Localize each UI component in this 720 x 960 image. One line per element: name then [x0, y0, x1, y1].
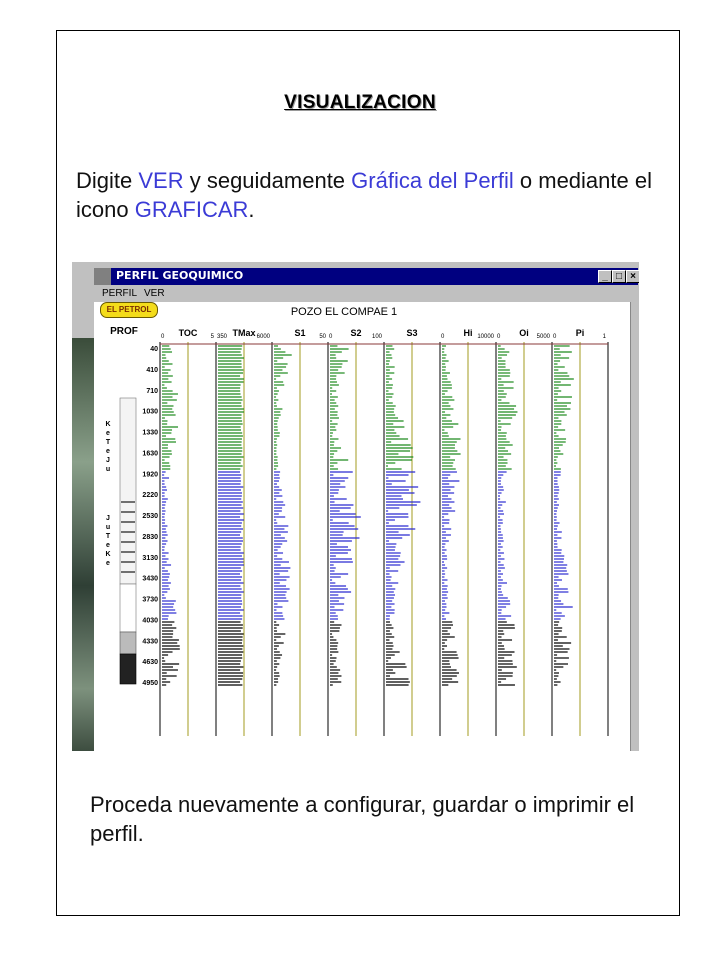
chart-title: POZO EL COMPAE 1: [290, 306, 398, 318]
instruction-text-3: o mediante el icono: [76, 168, 652, 222]
keyword-graficar: GRAFICAR: [134, 197, 249, 222]
lithology-letter: e: [106, 560, 110, 567]
depth-label: 4330: [142, 638, 158, 646]
track-scale-start: 0: [553, 334, 557, 340]
lithology-column-upper: [120, 398, 136, 584]
track-scale-start: 0: [441, 334, 445, 340]
depth-label: 1030: [142, 408, 158, 416]
menu-ver[interactable]: VER: [144, 288, 165, 299]
instruction-text-2: y seguidamente: [183, 168, 352, 193]
track-scale-start: 350: [217, 334, 228, 340]
track-label-s2: S2: [350, 328, 362, 338]
window-titlebar[interactable]: [94, 268, 638, 285]
app-window-screenshot: [72, 262, 639, 751]
footer-text: Proceda nuevamente a configurar, guardar o imprimir el perfil.: [90, 792, 635, 846]
depth-label: 2830: [142, 533, 158, 541]
depth-label: 1630: [142, 450, 158, 458]
track-scale-start: 0: [329, 334, 333, 340]
depth-label: 3730: [142, 596, 158, 604]
depth-label: 1330: [142, 429, 158, 437]
vertical-scrollbar[interactable]: [630, 302, 639, 751]
lithology-letter: e: [106, 430, 110, 437]
track-label-oi: Oi: [519, 328, 529, 338]
menu-perfil[interactable]: PERFIL: [102, 288, 138, 299]
app-icon[interactable]: [94, 268, 111, 285]
instruction-text: [76, 166, 666, 224]
track-label-tmax: TMax: [232, 328, 256, 338]
instruction-text-1: Digite: [76, 168, 139, 193]
lithology-letter: J: [106, 457, 110, 464]
instruction-text-4: .: [248, 197, 255, 222]
depth-axis-label: PROF: [110, 326, 138, 337]
close-button[interactable]: ×: [626, 270, 639, 283]
depth-label: 4630: [142, 659, 158, 667]
keyword-grafica-perfil: Gráfica del Perfil: [351, 168, 514, 193]
depth-label: 1920: [142, 471, 158, 479]
depth-label: 2220: [142, 492, 158, 500]
lithology-letter: e: [106, 448, 110, 455]
depth-label: 4950: [142, 680, 158, 687]
lithology-letter: K: [105, 421, 111, 428]
lithology-letter: T: [105, 439, 111, 446]
track-scale-end: 6000: [256, 334, 270, 340]
depth-label: 3130: [142, 554, 158, 562]
track-scale-end: 1: [602, 334, 606, 340]
depth-label: 4030: [142, 617, 158, 625]
plot-area: [94, 302, 630, 751]
track-scale-end: 100: [371, 334, 382, 340]
keyword-ver: VER: [138, 168, 184, 193]
track-label-s1: S1: [294, 328, 306, 338]
lithology-column-limestone: [120, 632, 136, 654]
lithology-letter: e: [106, 542, 110, 549]
track-label-s3: S3: [406, 328, 418, 338]
window-title: PERFIL GEOQUIMICO: [116, 269, 244, 282]
lithology-letter: u: [105, 466, 111, 473]
track-scale-end: 5000: [536, 334, 550, 340]
track-scale-end: 5: [210, 334, 214, 340]
sidebar-background: [72, 338, 94, 751]
lithology-letter: K: [105, 551, 111, 558]
track-label-toc: TOC: [178, 328, 198, 338]
track-scale-end: 50: [319, 334, 326, 340]
track-label-pi: Pi: [575, 328, 585, 338]
graficar-icon[interactable]: EL PETROL: [100, 302, 158, 318]
lithology-column-shale: [120, 654, 136, 684]
minimize-button[interactable]: _: [598, 270, 612, 283]
lithology-letter: u: [105, 524, 111, 531]
depth-label: 3430: [142, 575, 158, 583]
depth-label: 2530: [142, 513, 158, 520]
lithology-letter: T: [105, 533, 111, 540]
depth-label: 410: [146, 366, 158, 374]
menu-bar: [94, 287, 638, 301]
maximize-button[interactable]: □: [612, 270, 626, 283]
geochemical-profile-chart: [94, 302, 630, 751]
depth-label: 710: [146, 387, 158, 395]
track-label-hi: Hi: [463, 328, 473, 338]
track-scale-end: 10000: [477, 334, 494, 340]
track-scale-start: 0: [497, 334, 501, 340]
lithology-letter: J: [106, 515, 110, 522]
track-scale-start: 0: [161, 334, 165, 340]
page-title: VISUALIZACION: [284, 92, 436, 113]
lithology-column-middle: [120, 584, 136, 632]
depth-label: 40: [150, 346, 158, 353]
